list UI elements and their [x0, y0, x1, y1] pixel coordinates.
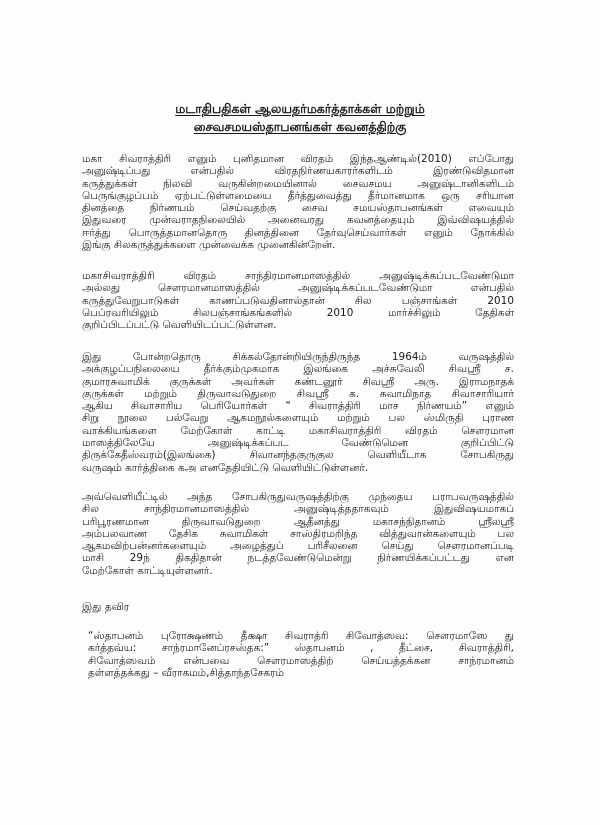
- paragraph-line: மகா சிவராத்திரி எனும் புனிதமான விரதம் இந்தஆண்டில்(2010) எப்போது: [82, 153, 514, 165]
- quote-line: “ஸ்தாபனம் புரோக்ஷணம் தீக்ஷா சிவராத்ரி சிவோத்ஸவ: சௌரமாஸே து: [88, 630, 514, 642]
- paragraph-4: [82, 491, 514, 577]
- paragraph-line: இதுவரை முன்வராதநிலையில் அனைவரது கவனத்தையும் இவ்விஷயத்தில்: [82, 214, 514, 227]
- paragraph-line: அவ்வெளியீட்டில் அந்த சோபகிருதுவருஷத்திற்கு முந்தைய பராபவருஷத்தில்: [82, 491, 514, 503]
- paragraph-line: அம்பலவாண தேசிக சுவாமிகள் சாஸ்திரமறிந்த வித்துவான்களையும் பல: [82, 527, 514, 540]
- paragraph-line: மாஸத்திலேயே அனுஷ்டிக்கப்பட வேண்டுமென குறிப்பிட்டு: [82, 437, 514, 450]
- quote-block: [88, 630, 514, 679]
- document-title-line-2: சைவசமயஸ்தாபனங்கள் கவனத்திற்கு: [193, 119, 407, 134]
- paragraph-2: [82, 270, 514, 331]
- paragraph-line: பெப்ரவரியிலும் சிலபஞ்சாங்கங்களில் 2010 மார்ச்சிலும் தேதிகள்: [82, 306, 514, 319]
- quote-line: கர்த்தவ்ய: சாந்ரமானேப்ரசஸ்தக:” ஸ்தாபனம் , தீட்சை, சிவராத்திரி,: [88, 642, 514, 655]
- paragraph-line: அனுஷ்டிப்பது என்பதில் விரதநிர்ணயகாரர்களிடம் இரண்டுவிதமான: [82, 165, 514, 178]
- paragraph-line: மேற்கோள் காட்டியுள்ளனர்.: [82, 564, 213, 577]
- paragraph-3: [82, 351, 514, 474]
- paragraph-1: [82, 153, 514, 251]
- subheading: இது தவிர: [82, 601, 130, 613]
- paragraph-line: வருஷம் கார்த்திகை கஅ எனதேதியிட்டு வெளியிட்டுள்ளனர்.: [82, 461, 369, 474]
- paragraph-line: மாசி 29ந் திகதிதான் நடத்தவேண்டுமென்று நிர்ணயிக்கப்பட்டது என: [82, 552, 514, 565]
- paragraph-line: வாக்கியங்களை மேற்கோள் காட்டி மகாசிவராத்திரி விரதம் சௌரமான: [82, 424, 514, 437]
- quote-line: சிவோத்ஸவம் என்பவை சௌரமாஸத்திற் செய்யத்தக்கன சாந்ரமானம்: [88, 654, 514, 667]
- paragraph-line: அக்குழப்பநிலையை தீர்க்கும்முகமாக இலங்கை அச்சுவேலி சிவஸ்ரீ ச.: [82, 363, 514, 376]
- paragraph-line: பரிபூரணமான திருவாவடுதுறை ஆதீனத்து மகாசந்நிதானம் ஸ்ரீலஸ்ரீ: [82, 515, 514, 528]
- quote-line: தள்ளத்தக்கது – வீராகமம்,சித்தாந்தசேகரம்: [88, 666, 284, 679]
- paragraph-line: ஆகிய சிவாசாரிய பெரியோர்கள் “ சிவராத்திரி மாச நிர்ணயம்” எனும்: [82, 400, 514, 413]
- paragraph-line: ஆகமவிற்பன்னர்களையும் அழைத்துப் பரிசீலனை செய்து சௌரமானப்படி: [82, 540, 514, 553]
- paragraph-line: கருத்துக்கள் நிலவி வருகின்றமையினால் சைவசமய அனுஷ்டானிகளிடம்: [82, 177, 514, 190]
- paragraph-line: தினத்தை நிர்ணயம் செய்வதற்கு சைவ சமயஸ்தாபனங்கள் எவையும்: [82, 202, 514, 215]
- paragraph-line: இங்கு சிலகருத்துக்களை முன்வைக்க முனைகின்றேன்.: [82, 239, 336, 252]
- paragraph-line: சில சாந்திரமானமாஸத்தில் அனுஷ்டித்ததாகவும் இதுவிஷயமாகப்: [82, 503, 514, 516]
- paragraph-line: சிறு நூலை பல்வேறு ஆகமநூல்களையும் மற்றும் பல ஸ்மிருதி புராண: [82, 412, 514, 425]
- document-title-line-1: மடாதிபதிகள் ஆலயதர்மகர்த்தாக்கள் மற்றும்: [175, 101, 425, 116]
- paragraph-line: பெருங்குழப்பம் ஏற்பட்டுள்ளமையை தீர்த்துவைத்து தீர்மானமாக ஒரு சரியான: [82, 189, 514, 202]
- paragraph-line: திருக்கேதீஸ்வரம்(இலங்கை) சிவானந்தகுருகுல வெளியீடாக சோபகிருது: [82, 449, 514, 462]
- paragraph-line: குருக்கள் மற்றும் திருவாவடுதுறை சிவஸ்ரீ க. சுவாமிநாத சிவாசாரியார்: [82, 387, 514, 400]
- paragraph-line: இது போன்றதொரு சிக்கல்தோன்றியிருந்திருந்த 1964ம் வருஷத்தில்: [82, 351, 514, 363]
- paragraph-line: அல்லது சௌரமானமாஸத்தில் அனுஷ்டிக்கப்படவேண்டுமா என்பதில்: [82, 282, 514, 295]
- paragraph-line: ஈர்த்து பொருத்தமானதொரு தினத்தினை தேர்வுசெய்வார்கள் எனும் நோக்கில்: [82, 226, 514, 239]
- paragraph-line: கருத்துவேறுபாடுகள் காணப்படுவதினால்தான் சில பஞ்சாங்கள் 2010: [82, 294, 514, 307]
- paragraph-line: குமாரசுவாமிக் குருக்கள் அவர்கள் கண்டனூர் சிவஸ்ரீ அரு. இராமநாதக்: [82, 375, 514, 388]
- paragraph-line: மகாசிவராத்திரி விரதம் சாந்திரமானமாஸத்தில் அனுஷ்டிக்கப்படவேண்டுமா: [82, 270, 514, 282]
- paragraph-line: குறிப்பிடப்பட்டு வெளியிடப்பட்டுள்ளன.: [82, 319, 277, 332]
